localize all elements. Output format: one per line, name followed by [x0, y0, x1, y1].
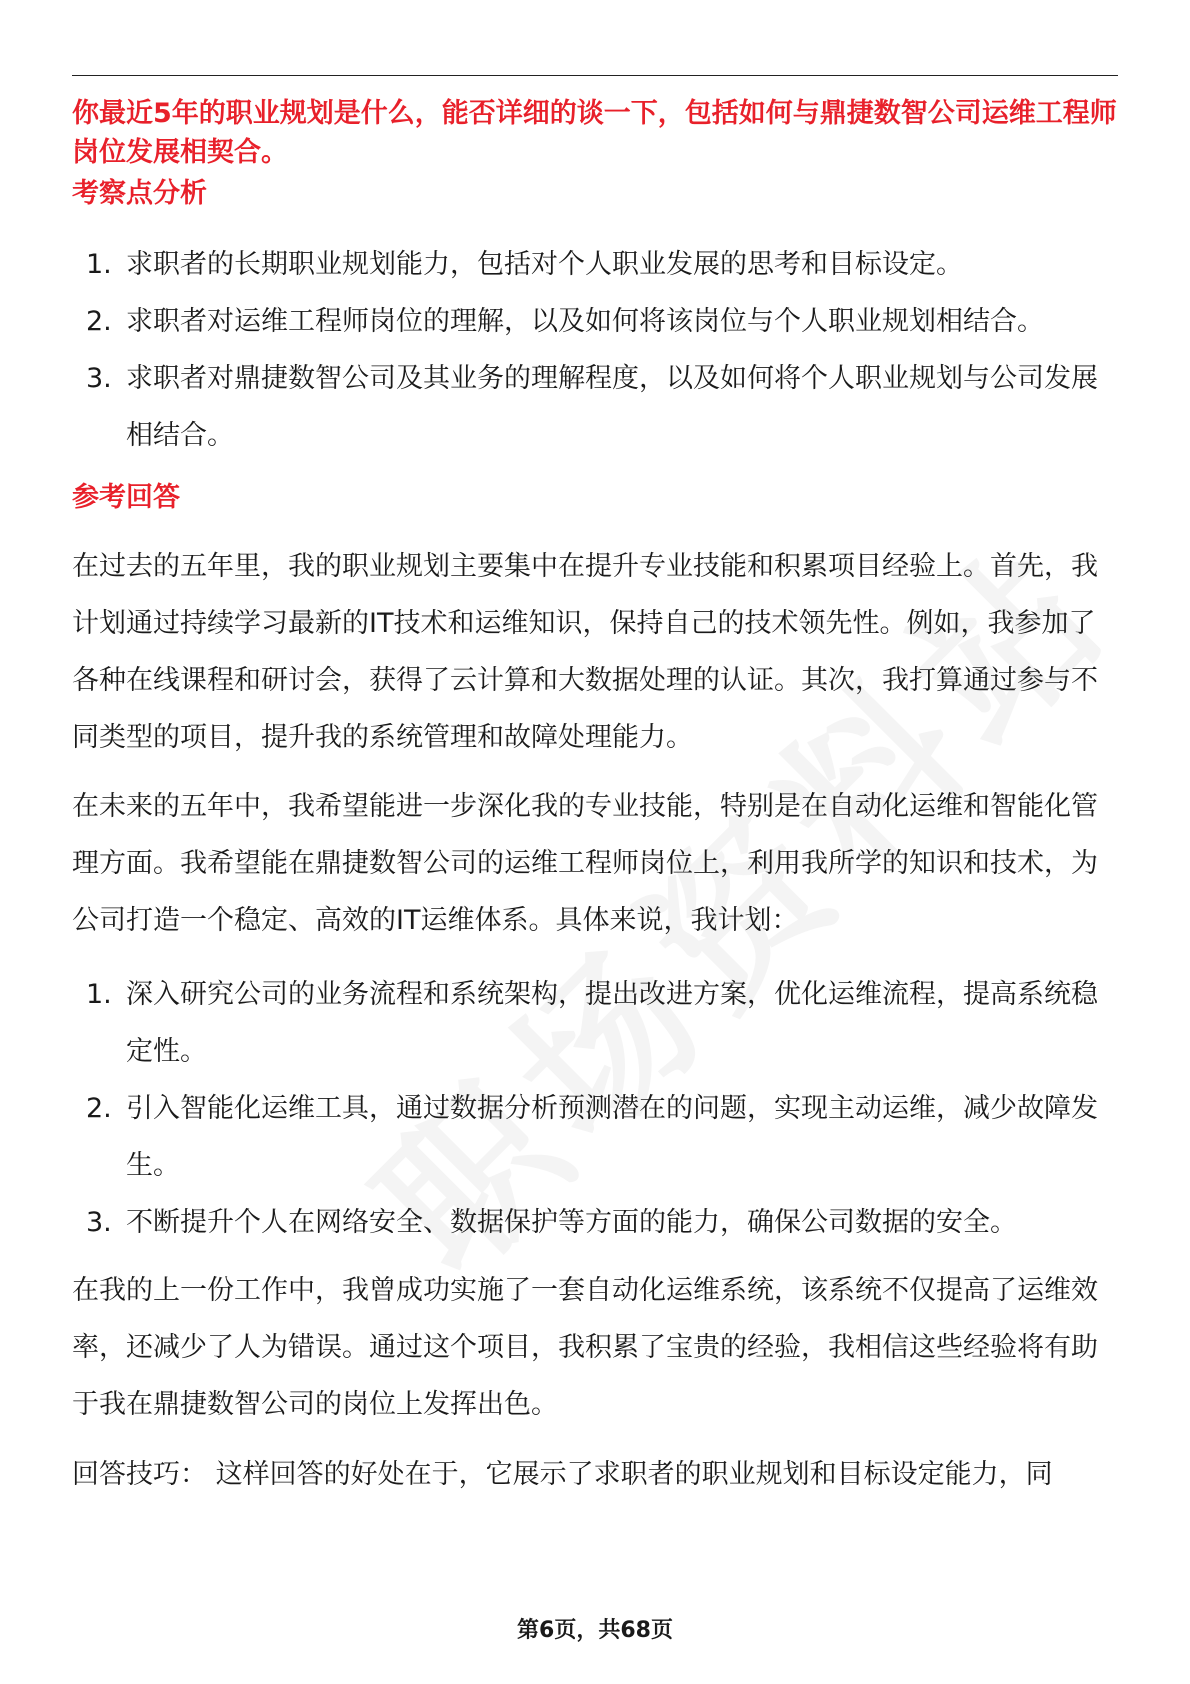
list-item-number: 2.	[86, 1093, 112, 1124]
list-item-text: 求职者对鼎捷数智公司及其业务的理解程度，以及如何将个人职业规划与公司发展相结合。	[126, 363, 1098, 451]
answer-paragraph-2: 在未来的五年中，我希望能进一步深化我的专业技能，特别是在自动化运维和智能化管理方面。我希望能在鼎捷数智公司的运维工程师岗位上，利用我所学的知识和技术，为公司打造一个稳定、高效的IT运维体系。具体来说，我计划：	[72, 791, 1098, 936]
answer-tip: 回答技巧： 这样回答的好处在于，它展示了求职者的职业规划和目标设定能力，同	[72, 1459, 1053, 1490]
list-item	[72, 1194, 1118, 1251]
answer-paragraph-1: 在过去的五年里，我的职业规划主要集中在提升专业技能和积累项目经验上。首先，我计划通过持续学习最新的IT技术和运维知识，保持自己的技术领先性。例如，我参加了各种在线课程和研讨会，获得了云计算和大数据处理的认证。其次，我打算通过参与不同类型的项目，提升我的系统管理和故障处理能力。	[72, 551, 1098, 753]
page-number: 第6页，共68页	[517, 1618, 673, 1643]
list-item-text: 引入智能化运维工具，通过数据分析预测潜在的问题，实现主动运维，减少故障发生。	[126, 1093, 1098, 1181]
list-item-text: 求职者对运维工程师岗位的理解，以及如何将该岗位与个人职业规划相结合。	[126, 306, 1044, 337]
answer-paragraph-3: 在我的上一份工作中，我曾成功实施了一套自动化运维系统，该系统不仅提高了运维效率，还减少了人为错误。通过这个项目，我积累了宝贵的经验，我相信这些经验将有助于我在鼎捷数智公司的岗位上发挥出色。	[72, 1275, 1098, 1420]
analysis-heading: 考察点分析	[72, 178, 207, 209]
list-item-number: 1.	[86, 979, 112, 1010]
list-item-text: 求职者的长期职业规划能力，包括对个人职业发展的思考和目标设定。	[126, 249, 963, 280]
list-item	[72, 236, 1118, 293]
list-item-number: 3.	[86, 363, 112, 394]
plan-list	[72, 966, 1118, 1251]
list-item	[72, 1080, 1118, 1194]
top-divider	[72, 75, 1118, 76]
answer-heading: 参考回答	[72, 482, 180, 513]
list-item-text: 不断提升个人在网络安全、数据保护等方面的能力，确保公司数据的安全。	[126, 1207, 1017, 1238]
analysis-list	[72, 236, 1118, 464]
list-item	[72, 966, 1118, 1080]
list-item-number: 2.	[86, 306, 112, 337]
question-title: 你最近5年的职业规划是什么，能否详细的谈一下，包括如何与鼎捷数智公司运维工程师岗位发展相契合。	[72, 98, 1117, 168]
list-item	[72, 350, 1118, 464]
list-item	[72, 293, 1118, 350]
list-item-number: 3.	[86, 1207, 112, 1238]
list-item-number: 1.	[86, 249, 112, 280]
list-item-text: 深入研究公司的业务流程和系统架构，提出改进方案，优化运维流程，提高系统稳定性。	[126, 979, 1098, 1067]
